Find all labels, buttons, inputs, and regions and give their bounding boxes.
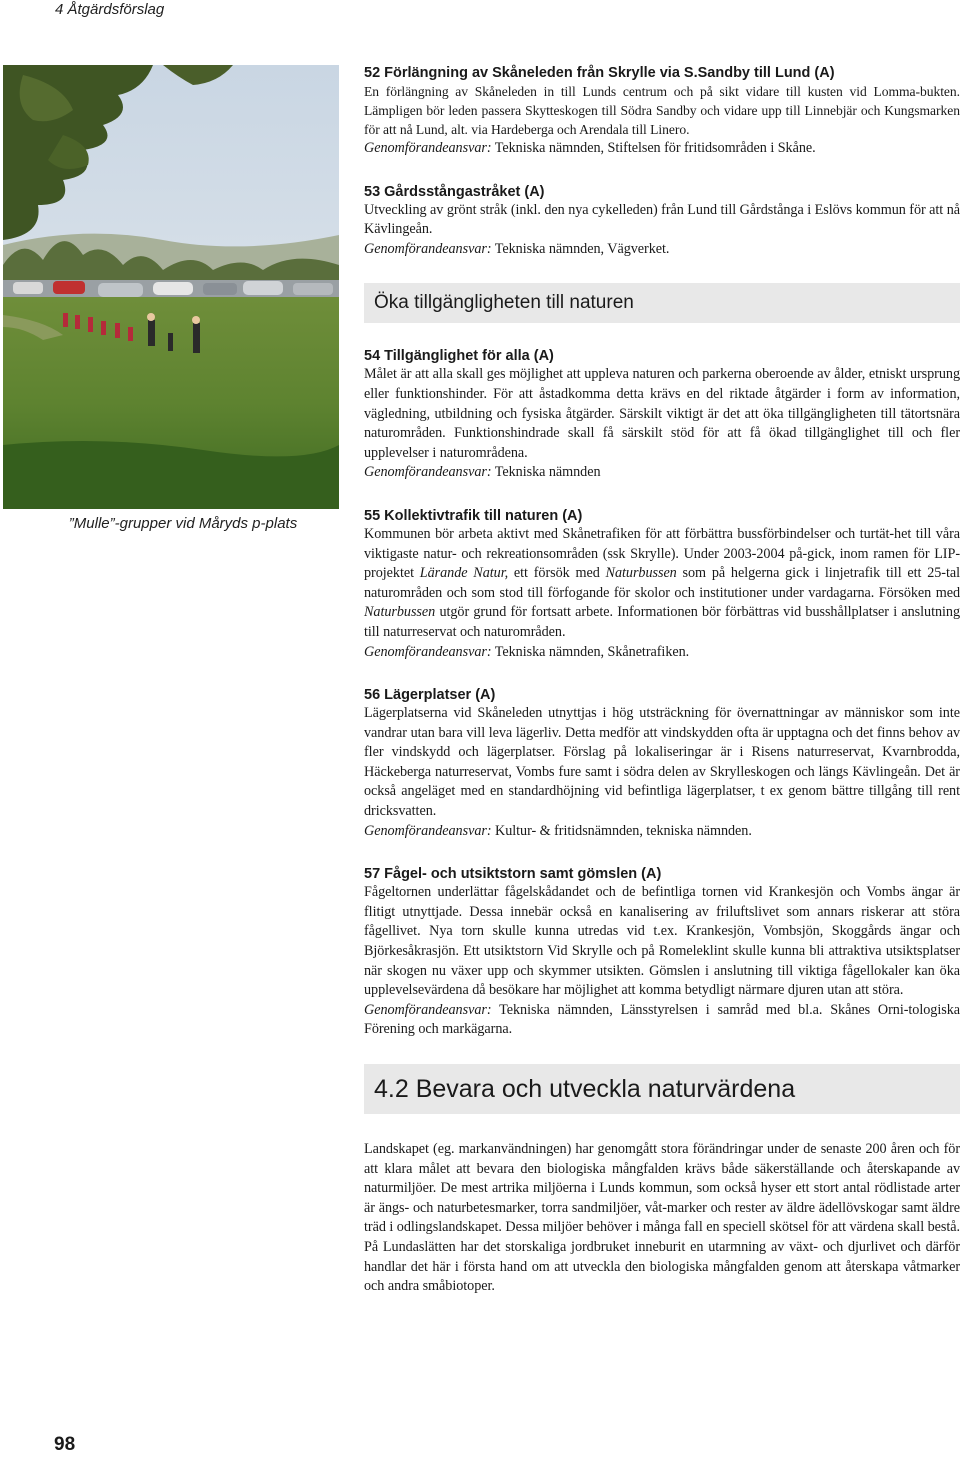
item-responsibility: [364, 463, 960, 483]
item-responsibility: [364, 139, 960, 159]
closing-paragraph: [364, 1140, 960, 1297]
landscape-photo: [3, 65, 339, 509]
body-text: som på helgerna gick i linjetrafik till ett 25-tal naturområden och som stod till förfogande för skolor och institutioner under vardagarna. Försöken med: [364, 565, 960, 601]
body-emphasis: Naturbussen: [364, 604, 436, 621]
page-number: 98: [54, 1434, 76, 1455]
photo: [3, 65, 339, 509]
photo-caption: ”Mulle”-grupper vid Måryds p-plats: [68, 515, 298, 532]
main-column: [364, 64, 960, 1321]
item-title: 54 Tillgänglighet för alla (A): [364, 348, 554, 365]
responsibility-label: Genomförandeansvar:: [364, 643, 492, 660]
responsibility-text: Tekniska nämnden, Stiftelsen för fritidsområden i Skåne.: [491, 140, 816, 156]
item-54: [364, 347, 960, 483]
item-56: [364, 686, 960, 841]
body-emphasis: Lärande Natur,: [419, 565, 509, 582]
responsibility-text: Tekniska nämnden: [491, 464, 601, 481]
item-title: 53 Gårdsstångastråket (A): [364, 183, 545, 200]
item-responsibility: [364, 822, 960, 842]
closing-body: Landskapet (eg. markanvändningen) har genomgått stora förändringar under de senaste 200 åren och för att klara målet att bevara den biologiska mångfalden krävs både säkerställande och återskapande av naturmiljöer. De mest artrika miljöerna i Lunds kommun, som också hyser ett stort antal rödlistade arter är ängs- och naturbetesmarker, torra sandmiljöer, våt-marker och rester av äldre ädellövskogar samt äldre träd i odlingslandskapet. Dessa miljöer behöver i många fall en speciell skötsel för att värdena skall bestå. På Lundaslätten har det storskaliga jordbruket inneburit en utarmning av växt- och djurlivet och därför handlar det här i första hand om att utveckla den biologiska mångfalden genom att återskapa våtmarker och andra småbiotoper.: [364, 1141, 960, 1295]
item-55: [364, 507, 960, 662]
item-responsibility: [364, 1001, 960, 1040]
responsibility-label: Genomförandeansvar:: [364, 140, 492, 156]
item-52: [364, 64, 960, 159]
item-57: [364, 865, 960, 1040]
item-responsibility: [364, 240, 960, 260]
responsibility-label: Genomförandeansvar:: [364, 822, 492, 839]
responsibility-label: Genomförandeansvar:: [364, 464, 492, 481]
item-body: En förlängning av Skåneleden in till Lunds centrum och på sikt vidare till kusten vid Lomma-bukten. Lämpligen bör leden passera Skytteskogen till Södra Sandby och vidare upp till Linnebjär och Kungsmarken för att nå Lund, alt. via Hardeberga och Arendala till Linero.: [364, 84, 960, 137]
body-text: ett försök med: [508, 565, 606, 582]
item-title: 57 Fågel- och utsiktstorn samt gömslen (A): [364, 866, 662, 883]
responsibility-label: Genomförandeansvar:: [364, 240, 492, 257]
item-body: Lägerplatserna vid Skåneleden utnyttjas i hög utsträckning för övernattningar av människor som inte vandrar utan bara vill leva lägerliv. Detta medför att vindskydden ofta är upptagna och det finns behov av fler vindskydd och lägerplatser. Förslag på lokaliseringar är i Risens naturreservat, Kvarnbrodda, Häckeberga naturreservat, Vombs fure samt i södra delen av Skrylleskogen och längs Kävlingeån. Det är också angeläget med en standardhöjning vid befintliga lägerplatser, t ex genom bättre tillgång till rent dricksvatten.: [364, 705, 960, 820]
responsibility-text: Kultur- & fritidsnämnden, tekniska nämnden.: [491, 822, 752, 839]
item-body: Fågeltornen underlättar fågelskådandet och de befintliga tornen vid Krankesjön och Vombs ängar är flitigt utnyttjade. Dessa innebär också en kanalisering av friluftslivet som annars riskerar att störa fågellivet. Nya torn skulle kunna utredas vid t.ex. Krankesjön, Vombsjön, Skoggårds ängar och Björkesåkrasjön. Ett utsiktstorn Vid Skrylle och på Romeleklint skulle kunna bli attraktiva utsiktsplatser när skogen nu växer upp och skymmer utsikten. Gömslen i anslutning till viktiga fågellokaler kan öka upplevelsevärdena då besökare har möjlighet att komma betydligt närmare djuren utan att störa.: [364, 884, 960, 999]
item-body: [364, 525, 960, 643]
body-text: Kommunen bör arbeta aktivt med Skånetrafiken för att förbättra bussförbindelser och turtät-het till våra viktigaste natur- och rekreationsområden (ssk Skrylle). Under 2003-2004 på-gick, inom ramen för LIP-projektet: [364, 525, 960, 582]
responsibility-text: Tekniska nämnden, Vägverket.: [491, 240, 670, 257]
item-body: Utveckling av grönt stråk (inkl. den nya cykelleden) från Lund till Gårdstånga i Eslövs kommun för att nå Kävlingeån.: [364, 201, 960, 238]
chapter-heading-band: 4.2 Bevara och utveckla naturvärdena: [364, 1064, 960, 1114]
item-responsibility: [364, 643, 960, 663]
responsibility-text: Tekniska nämnden, Skånetrafiken.: [491, 643, 690, 660]
item-title: 52 Förlängning av Skåneleden från Skrylle via S.Sandby till Lund (A): [364, 65, 835, 81]
item-body: Målet är att alla skall ges möjlighet att uppleva naturen och parkerna oberoende av ålder, etniskt ursprung eller funktionshinder. För att åstadkomma detta krävs en del riktade åtgärder i form av information, vägledning, utbildning och fysiska åtgärder. Särskilt viktigt är det att öka tillgängligheten till tätortsnära naturområden. Funktionshindrade skall få särskilt stöd för att få ökad tillgänglighet till och fler upplevelser i naturområdena.: [364, 366, 960, 461]
responsibility-label: Genomförandeansvar:: [364, 1001, 492, 1018]
item-53: [364, 183, 960, 260]
responsibility-text: Tekniska nämnden, Länsstyrelsen i samråd med bl.a. Skånes Orni-tologiska Förening och markägarna.: [364, 1001, 960, 1038]
body-emphasis: Naturbussen: [605, 565, 677, 582]
section-heading-band: Öka tillgängligheten till naturen: [364, 283, 960, 323]
item-title: 55 Kollektivtrafik till naturen (A): [364, 507, 583, 524]
running-head: 4 Åtgärdsförslag: [55, 1, 165, 18]
body-text: utgör grund för fortsatt arbete. Informationen bör förbättras vid busshållplatser i anslutning till naturreservat och naturområden.: [364, 604, 960, 640]
item-title: 56 Lägerplatser (A): [364, 687, 496, 704]
